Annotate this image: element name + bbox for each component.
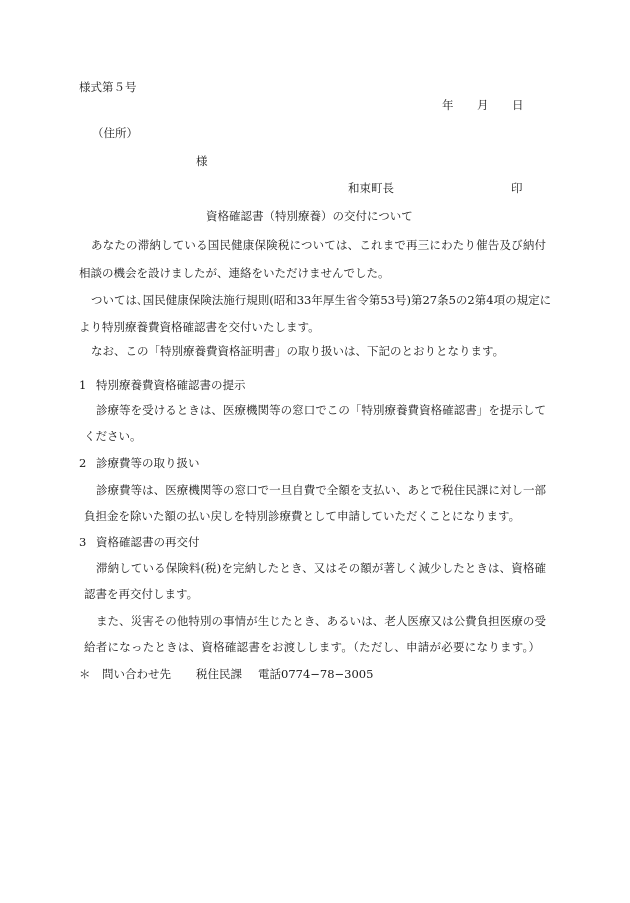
- intro-paragraph-2-line-1: ついては､国民健康保険法施行規則(昭和33年厚生省令第53号)第27条5の2第4項の規定に: [91, 293, 552, 307]
- date-year-label: 年: [442, 98, 454, 112]
- section-3-heading: 資格確認書の再交付: [96, 535, 200, 549]
- intro-paragraph-1-line-1: あなたの滞納している国民健康保険税については、これまで再三にわたり催告及び納付: [91, 238, 546, 252]
- section-1-heading: 特別療養費資格確認書の提示: [96, 378, 246, 392]
- address-label: （住所）: [92, 126, 138, 140]
- form-number: 様式第５号: [79, 80, 137, 94]
- section-3-number: 3: [79, 535, 87, 549]
- section-3-line-4: 給者になったときは、資格確認書をお渡しします。（ただし、申請が必要になります。）: [84, 640, 540, 654]
- date-day-label: 日: [512, 98, 524, 112]
- section-1-line-2: ください。: [84, 429, 142, 443]
- contact-phone: 電話0774−78−3005: [258, 667, 374, 681]
- section-2-number: 2: [79, 456, 87, 470]
- intro-paragraph-3: なお、この「特別療養費資格証明書」の取り扱いは、下記のとおりとなります。: [91, 344, 505, 358]
- section-3-line-1: 滞納している保険料(税)を完納したとき、又はその額が著しく減少したときは、資格確: [96, 561, 546, 575]
- contact-label: 問い合わせ先: [102, 667, 171, 681]
- section-3-line-3: また、災害その他特別の事情が生じたとき、あるいは、老人医療又は公費負担医療の受: [96, 614, 546, 628]
- contact-department: 税住民課: [196, 667, 242, 681]
- section-3-line-2: 認書を再交付します。: [84, 587, 199, 601]
- issuer-name: 和束町長: [348, 181, 394, 195]
- intro-paragraph-2-line-2: より特別療養費資格確認書を交付いたします。: [79, 320, 320, 334]
- section-1-number: 1: [79, 378, 87, 392]
- honorific-label: 様: [196, 154, 208, 168]
- section-1-line-1: 診療等を受けるときは、医療機関等の窓口でこの「特別療養費資格確認書」を提示して: [96, 403, 546, 417]
- date-month-label: 月: [477, 98, 489, 112]
- document-title: 資格確認書（特別療養）の交付について: [206, 209, 413, 223]
- section-2-heading: 診療費等の取り扱い: [96, 456, 200, 470]
- asterisk-mark: ＊: [79, 667, 91, 681]
- intro-paragraph-1-line-2: 相談の機会を設けましたが、連絡をいただけませんでした。: [79, 266, 390, 280]
- seal-mark: 印: [511, 181, 523, 195]
- section-2-line-1: 診療費等は、医療機関等の窓口で一旦自費で全額を支払い、あとで税住民課に対し一部: [96, 483, 546, 497]
- section-2-line-2: 負担金を除いた額の払い戻しを特別診療費として申請していただくことになります。: [84, 509, 521, 523]
